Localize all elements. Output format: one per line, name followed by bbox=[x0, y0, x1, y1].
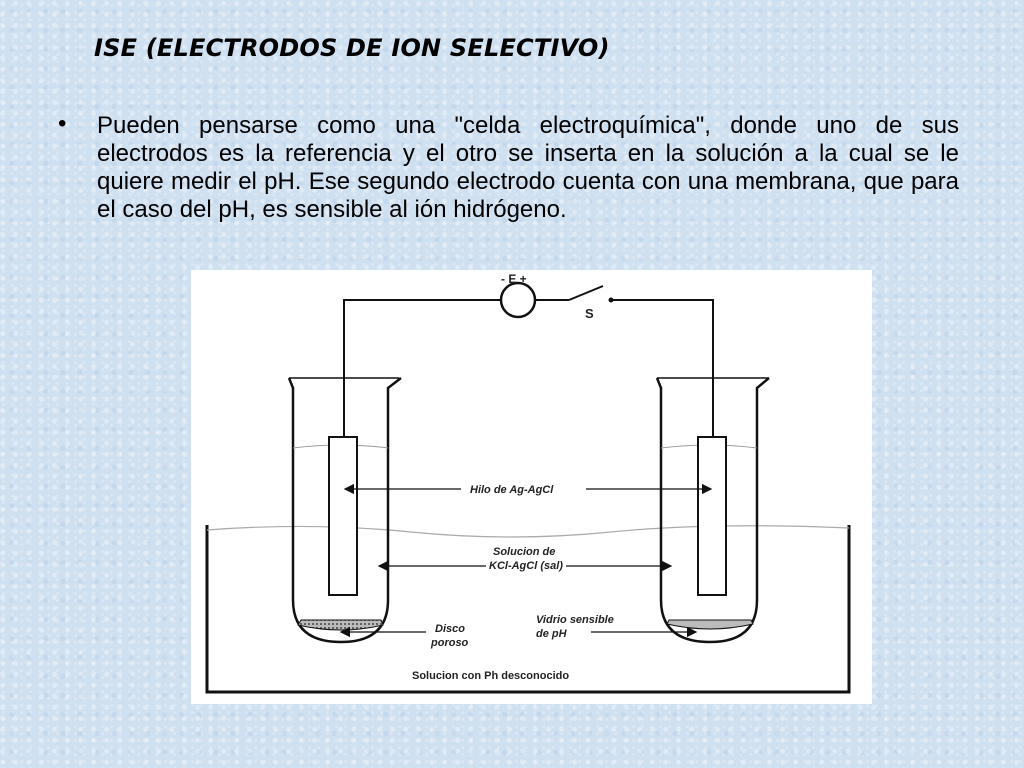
diagram-svg bbox=[191, 270, 872, 704]
label-glass-line1: Vidrio sensible bbox=[536, 614, 614, 626]
label-disk-line2: poroso bbox=[431, 637, 469, 649]
electrochemical-cell-diagram bbox=[191, 270, 872, 704]
switch-label: S bbox=[585, 306, 594, 321]
label-glass-line2: de pH bbox=[536, 628, 567, 640]
label-solution-line2: KCl-AgCl (sal) bbox=[489, 560, 563, 572]
label-wire: Hilo de Ag-AgCl bbox=[470, 484, 554, 496]
label-solution-line1: Solucion de bbox=[493, 546, 556, 558]
label-beaker: Solucion con Ph desconocido bbox=[412, 670, 570, 682]
bullet-marker: • bbox=[58, 110, 67, 137]
meter-label: - E + bbox=[501, 272, 527, 286]
slide-title: ISE (ELECTRODOS DE ION SELECTIVO) bbox=[94, 34, 610, 62]
bullet-paragraph: Pueden pensarse como una "celda electroquímica", donde uno de sus electrodos es la referencia y el otro se inserta en la solución a la cual se le quiere medir el pH. Ese segundo electrodo cuenta con una membrana, que para el caso del pH, es sensible al ión hidrógeno. bbox=[97, 112, 959, 223]
voltmeter bbox=[501, 283, 535, 317]
switch bbox=[609, 298, 614, 303]
label-disk-line1: Disco bbox=[435, 623, 465, 635]
